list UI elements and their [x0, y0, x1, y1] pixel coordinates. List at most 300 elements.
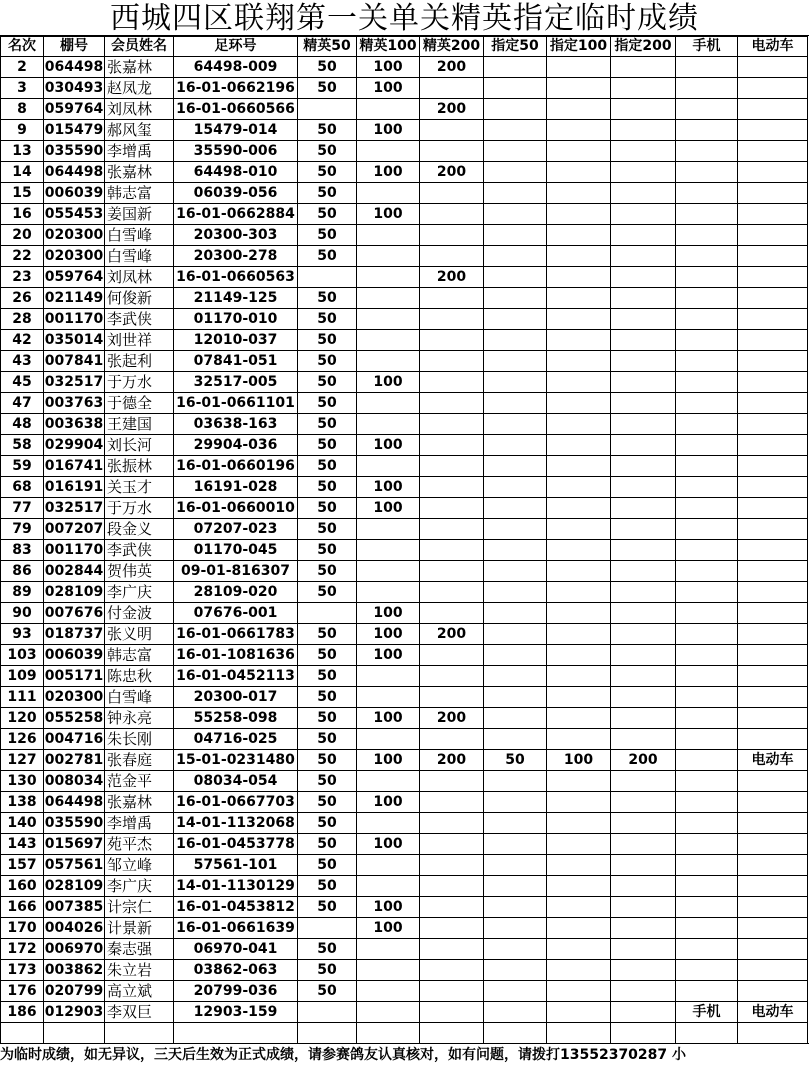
table-row: [1, 57, 808, 78]
elite-100-cell: [357, 1002, 420, 1023]
designated-100-cell: [547, 99, 611, 120]
table-row: [1, 120, 808, 141]
elite-200-cell: [420, 330, 484, 351]
table-row: [1, 792, 808, 813]
loft-cell: 001170: [44, 540, 105, 561]
table-row: [1, 351, 808, 372]
member-name-cell: 贺伟英: [105, 561, 174, 582]
loft-cell: 035014: [44, 330, 105, 351]
designated-50-cell: [484, 456, 547, 477]
elite-100-cell: 100: [357, 624, 420, 645]
elite-100-cell: 100: [357, 162, 420, 183]
table-row: [1, 309, 808, 330]
loft-cell: 006039: [44, 645, 105, 666]
ebike-prize-cell: [738, 582, 808, 603]
elite-50-cell: 50: [298, 624, 357, 645]
column-header: 指定200: [611, 37, 676, 57]
designated-50-cell: [484, 414, 547, 435]
elite-50-cell: 50: [298, 246, 357, 267]
elite-200-cell: [420, 855, 484, 876]
table-row: [1, 876, 808, 897]
loft-cell: 059764: [44, 267, 105, 288]
elite-200-cell: 200: [420, 624, 484, 645]
member-name-cell: 王建国: [105, 414, 174, 435]
page-title: 西城四区联翔第一关单关精英指定临时成绩: [0, 0, 809, 36]
ring-number-cell: 28109-020: [174, 582, 298, 603]
designated-200-cell: [611, 393, 676, 414]
designated-200-cell: [611, 246, 676, 267]
designated-200-cell: 200: [611, 750, 676, 771]
loft-cell: 055453: [44, 204, 105, 225]
loft-cell: 028109: [44, 582, 105, 603]
elite-100-cell: [357, 309, 420, 330]
rank-cell: 15: [1, 183, 44, 204]
elite-50-cell: 50: [298, 876, 357, 897]
elite-100-cell: 100: [357, 708, 420, 729]
designated-200-cell: [611, 456, 676, 477]
designated-100-cell: [547, 309, 611, 330]
elite-100-cell: 100: [357, 477, 420, 498]
column-header: 精英200: [420, 37, 484, 57]
ebike-prize-cell: [738, 246, 808, 267]
rank-cell: 157: [1, 855, 44, 876]
loft-cell: 035590: [44, 813, 105, 834]
elite-100-cell: [357, 225, 420, 246]
column-header: 会员姓名: [105, 37, 174, 57]
designated-200-cell: [611, 372, 676, 393]
elite-50-cell: 50: [298, 582, 357, 603]
ring-number-cell: 12903-159: [174, 1002, 298, 1023]
ebike-prize-cell: [738, 687, 808, 708]
member-name-cell: 李武侠: [105, 309, 174, 330]
designated-100-cell: [547, 162, 611, 183]
loft-cell: 064498: [44, 57, 105, 78]
ring-number-cell: 14-01-1132068: [174, 813, 298, 834]
table-row: [1, 267, 808, 288]
footer-notice: 为临时成绩，如无异议，三天后生效为正式成绩，请参赛鸽友认真核对，如有问题，请拨打13552370287 小: [0, 1043, 809, 1068]
designated-200-cell: [611, 519, 676, 540]
loft-cell: 001170: [44, 309, 105, 330]
elite-50-cell: 50: [298, 183, 357, 204]
elite-100-cell: [357, 582, 420, 603]
phone-prize-cell: [676, 351, 738, 372]
table-row: [1, 855, 808, 876]
phone-prize-cell: [676, 162, 738, 183]
designated-50-cell: [484, 645, 547, 666]
designated-100-cell: [547, 225, 611, 246]
table-row: [1, 435, 808, 456]
ring-number-cell: 16-01-0662884: [174, 204, 298, 225]
elite-200-cell: [420, 771, 484, 792]
table-row: [1, 372, 808, 393]
phone-prize-cell: [676, 57, 738, 78]
designated-100-cell: [547, 771, 611, 792]
loft-cell: 029904: [44, 435, 105, 456]
member-name-cell: 韩志富: [105, 183, 174, 204]
designated-200-cell: [611, 288, 676, 309]
elite-200-cell: [420, 687, 484, 708]
member-name-cell: 白雪峰: [105, 246, 174, 267]
designated-50-cell: [484, 288, 547, 309]
ebike-prize-cell: [738, 960, 808, 981]
designated-200-cell: [611, 78, 676, 99]
member-name-cell: 张振林: [105, 456, 174, 477]
ring-number-cell: 20799-036: [174, 981, 298, 1002]
table-row: [1, 414, 808, 435]
loft-cell: 003763: [44, 393, 105, 414]
designated-100-cell: [547, 876, 611, 897]
table-row: [1, 519, 808, 540]
ebike-prize-cell: [738, 729, 808, 750]
designated-200-cell: [611, 582, 676, 603]
table-row: [1, 939, 808, 960]
designated-50-cell: [484, 183, 547, 204]
ring-number-cell: 16-01-0660196: [174, 456, 298, 477]
member-name-cell: 郝风玺: [105, 120, 174, 141]
designated-100-cell: [547, 540, 611, 561]
loft-cell: 003862: [44, 960, 105, 981]
elite-200-cell: [420, 288, 484, 309]
designated-50-cell: [484, 267, 547, 288]
column-header: 指定100: [547, 37, 611, 57]
elite-50-cell: [298, 918, 357, 939]
designated-200-cell: [611, 99, 676, 120]
ebike-prize-cell: [738, 414, 808, 435]
designated-50-cell: [484, 687, 547, 708]
elite-50-cell: 50: [298, 204, 357, 225]
column-header: 足环号: [174, 37, 298, 57]
designated-50-cell: [484, 498, 547, 519]
member-name-cell: 李双巨: [105, 1002, 174, 1023]
rank-cell: 83: [1, 540, 44, 561]
designated-100-cell: [547, 939, 611, 960]
elite-50-cell: 50: [298, 645, 357, 666]
elite-50-cell: 50: [298, 456, 357, 477]
member-name-cell: 李武侠: [105, 540, 174, 561]
rank-cell: 170: [1, 918, 44, 939]
designated-200-cell: [611, 204, 676, 225]
designated-100-cell: [547, 834, 611, 855]
column-header: 指定50: [484, 37, 547, 57]
table-header-row: [1, 37, 808, 57]
member-name-cell: 张春庭: [105, 750, 174, 771]
elite-100-cell: [357, 939, 420, 960]
elite-200-cell: [420, 309, 484, 330]
designated-100-cell: [547, 708, 611, 729]
designated-200-cell: [611, 561, 676, 582]
member-name-cell: 陈忠秋: [105, 666, 174, 687]
loft-cell: 020300: [44, 225, 105, 246]
elite-50-cell: 50: [298, 330, 357, 351]
designated-200-cell: [611, 771, 676, 792]
designated-50-cell: [484, 78, 547, 99]
table-row: [1, 225, 808, 246]
designated-50-cell: [484, 939, 547, 960]
elite-50-cell: 50: [298, 498, 357, 519]
table-row: [1, 288, 808, 309]
elite-50-cell: 50: [298, 771, 357, 792]
elite-200-cell: [420, 813, 484, 834]
designated-50-cell: [484, 897, 547, 918]
ebike-prize-cell: [738, 603, 808, 624]
ebike-prize-cell: [738, 561, 808, 582]
elite-100-cell: 100: [357, 897, 420, 918]
member-name-cell: 张起利: [105, 351, 174, 372]
elite-200-cell: [420, 603, 484, 624]
elite-200-cell: [420, 372, 484, 393]
ring-number-cell: 20300-303: [174, 225, 298, 246]
results-table: [0, 36, 808, 1044]
phone-prize-cell: [676, 855, 738, 876]
elite-100-cell: [357, 813, 420, 834]
elite-50-cell: 50: [298, 834, 357, 855]
designated-100-cell: [547, 519, 611, 540]
designated-200-cell: [611, 708, 676, 729]
designated-100-cell: [547, 666, 611, 687]
ebike-prize-cell: [738, 99, 808, 120]
member-name-cell: 张嘉林: [105, 162, 174, 183]
member-name-cell: 李广庆: [105, 582, 174, 603]
elite-50-cell: 50: [298, 960, 357, 981]
ebike-prize-cell: [738, 477, 808, 498]
ring-number-cell: 16-01-0660010: [174, 498, 298, 519]
loft-cell: 020300: [44, 246, 105, 267]
ring-number-cell: 32517-005: [174, 372, 298, 393]
designated-50-cell: 50: [484, 750, 547, 771]
designated-100-cell: [547, 477, 611, 498]
loft-cell: 030493: [44, 78, 105, 99]
member-name-cell: 李广庆: [105, 876, 174, 897]
ring-number-cell: 16-01-0453778: [174, 834, 298, 855]
rank-cell: 3: [1, 78, 44, 99]
elite-200-cell: [420, 981, 484, 1002]
ring-number-cell: 07207-023: [174, 519, 298, 540]
designated-200-cell: [611, 876, 676, 897]
ebike-prize-cell: [738, 855, 808, 876]
rank-cell: 173: [1, 960, 44, 981]
rank-cell: 90: [1, 603, 44, 624]
designated-50-cell: [484, 225, 547, 246]
member-name-cell: 范金平: [105, 771, 174, 792]
ring-number-cell: 21149-125: [174, 288, 298, 309]
ring-number-cell: 04716-025: [174, 729, 298, 750]
ebike-prize-cell: [738, 435, 808, 456]
ebike-prize-cell: [738, 120, 808, 141]
ring-number-cell: 16-01-1081636: [174, 645, 298, 666]
member-name-cell: 李增禹: [105, 813, 174, 834]
ring-number-cell: 16-01-0453812: [174, 897, 298, 918]
elite-100-cell: 100: [357, 645, 420, 666]
phone-prize-cell: [676, 120, 738, 141]
elite-100-cell: [357, 267, 420, 288]
designated-100-cell: [547, 435, 611, 456]
designated-50-cell: [484, 624, 547, 645]
elite-200-cell: [420, 414, 484, 435]
rank-cell: 2: [1, 57, 44, 78]
elite-200-cell: [420, 729, 484, 750]
ring-number-cell: 16-01-0662196: [174, 78, 298, 99]
rank-cell: 43: [1, 351, 44, 372]
ebike-prize-cell: [738, 57, 808, 78]
designated-50-cell: [484, 204, 547, 225]
ebike-prize-cell: [738, 456, 808, 477]
ebike-prize-cell: [738, 78, 808, 99]
designated-100-cell: [547, 561, 611, 582]
ring-number-cell: 06039-056: [174, 183, 298, 204]
ebike-prize-cell: [738, 771, 808, 792]
phone-prize-cell: [676, 687, 738, 708]
phone-prize-cell: [676, 834, 738, 855]
ebike-prize-cell: [738, 309, 808, 330]
elite-100-cell: 100: [357, 120, 420, 141]
designated-50-cell: [484, 855, 547, 876]
member-name-cell: 韩志富: [105, 645, 174, 666]
ring-number-cell: [174, 1023, 298, 1044]
ebike-prize-cell: [738, 645, 808, 666]
designated-100-cell: [547, 1002, 611, 1023]
member-name-cell: 计宗仁: [105, 897, 174, 918]
elite-100-cell: 100: [357, 435, 420, 456]
rank-cell: 140: [1, 813, 44, 834]
phone-prize-cell: [676, 267, 738, 288]
elite-50-cell: [298, 1002, 357, 1023]
rank-cell: 172: [1, 939, 44, 960]
table-row: [1, 582, 808, 603]
elite-100-cell: [357, 288, 420, 309]
elite-200-cell: [420, 897, 484, 918]
table-row: [1, 162, 808, 183]
ebike-prize-cell: [738, 183, 808, 204]
member-name-cell: 刘凤林: [105, 267, 174, 288]
elite-50-cell: 50: [298, 855, 357, 876]
member-name-cell: 苑平杰: [105, 834, 174, 855]
ebike-prize-cell: [738, 519, 808, 540]
elite-100-cell: [357, 519, 420, 540]
member-name-cell: 刘世祥: [105, 330, 174, 351]
phone-prize-cell: [676, 78, 738, 99]
designated-100-cell: [547, 204, 611, 225]
ring-number-cell: 20300-278: [174, 246, 298, 267]
elite-200-cell: [420, 477, 484, 498]
designated-50-cell: [484, 246, 547, 267]
designated-200-cell: [611, 309, 676, 330]
elite-50-cell: 50: [298, 78, 357, 99]
loft-cell: 028109: [44, 876, 105, 897]
phone-prize-cell: [676, 204, 738, 225]
loft-cell: 008034: [44, 771, 105, 792]
loft-cell: 016191: [44, 477, 105, 498]
loft-cell: 064498: [44, 792, 105, 813]
designated-50-cell: [484, 330, 547, 351]
table-row: [1, 393, 808, 414]
phone-prize-cell: [676, 183, 738, 204]
rank-cell: 186: [1, 1002, 44, 1023]
elite-50-cell: 50: [298, 750, 357, 771]
designated-100-cell: [547, 372, 611, 393]
column-header: 精英50: [298, 37, 357, 57]
phone-prize-cell: [676, 624, 738, 645]
rank-cell: 8: [1, 99, 44, 120]
elite-200-cell: 200: [420, 267, 484, 288]
ebike-prize-cell: [738, 288, 808, 309]
elite-100-cell: [357, 981, 420, 1002]
table-row: [1, 99, 808, 120]
ebike-prize-cell: [738, 540, 808, 561]
rank-cell: 176: [1, 981, 44, 1002]
rank-cell: 59: [1, 456, 44, 477]
elite-100-cell: [357, 393, 420, 414]
ebike-prize-cell: [738, 918, 808, 939]
phone-prize-cell: [676, 771, 738, 792]
designated-200-cell: [611, 666, 676, 687]
ebike-prize-cell: [738, 792, 808, 813]
ring-number-cell: 16-01-0661101: [174, 393, 298, 414]
elite-50-cell: 50: [298, 897, 357, 918]
ring-number-cell: 35590-006: [174, 141, 298, 162]
rank-cell: 127: [1, 750, 44, 771]
elite-100-cell: [357, 246, 420, 267]
designated-50-cell: [484, 120, 547, 141]
designated-200-cell: [611, 57, 676, 78]
designated-50-cell: [484, 666, 547, 687]
elite-100-cell: [357, 540, 420, 561]
ebike-prize-cell: [738, 162, 808, 183]
designated-100-cell: [547, 813, 611, 834]
designated-200-cell: [611, 267, 676, 288]
elite-50-cell: 50: [298, 540, 357, 561]
elite-100-cell: 100: [357, 204, 420, 225]
ring-number-cell: 03638-163: [174, 414, 298, 435]
designated-200-cell: [611, 813, 676, 834]
phone-prize-cell: [676, 498, 738, 519]
member-name-cell: 计景新: [105, 918, 174, 939]
designated-100-cell: [547, 687, 611, 708]
rank-cell: 13: [1, 141, 44, 162]
rank-cell: 47: [1, 393, 44, 414]
table-row: [1, 918, 808, 939]
elite-50-cell: 50: [298, 57, 357, 78]
ring-number-cell: 29904-036: [174, 435, 298, 456]
ring-number-cell: 07841-051: [174, 351, 298, 372]
elite-50-cell: [298, 267, 357, 288]
ebike-prize-cell: [738, 876, 808, 897]
designated-50-cell: [484, 99, 547, 120]
elite-200-cell: [420, 435, 484, 456]
elite-50-cell: 50: [298, 372, 357, 393]
member-name-cell: 刘凤林: [105, 99, 174, 120]
rank-cell: 28: [1, 309, 44, 330]
phone-prize-cell: 手机: [676, 1002, 738, 1023]
designated-200-cell: [611, 687, 676, 708]
table-row: [1, 624, 808, 645]
rank-cell: 89: [1, 582, 44, 603]
elite-200-cell: [420, 393, 484, 414]
elite-200-cell: [420, 246, 484, 267]
member-name-cell: 段金义: [105, 519, 174, 540]
ebike-prize-cell: [738, 351, 808, 372]
phone-prize-cell: [676, 750, 738, 771]
rank-cell: 160: [1, 876, 44, 897]
elite-200-cell: [420, 939, 484, 960]
loft-cell: 002844: [44, 561, 105, 582]
ring-number-cell: 01170-010: [174, 309, 298, 330]
rank-cell: 58: [1, 435, 44, 456]
designated-100-cell: [547, 897, 611, 918]
designated-200-cell: [611, 645, 676, 666]
designated-200-cell: [611, 477, 676, 498]
elite-100-cell: [357, 729, 420, 750]
designated-50-cell: [484, 141, 547, 162]
